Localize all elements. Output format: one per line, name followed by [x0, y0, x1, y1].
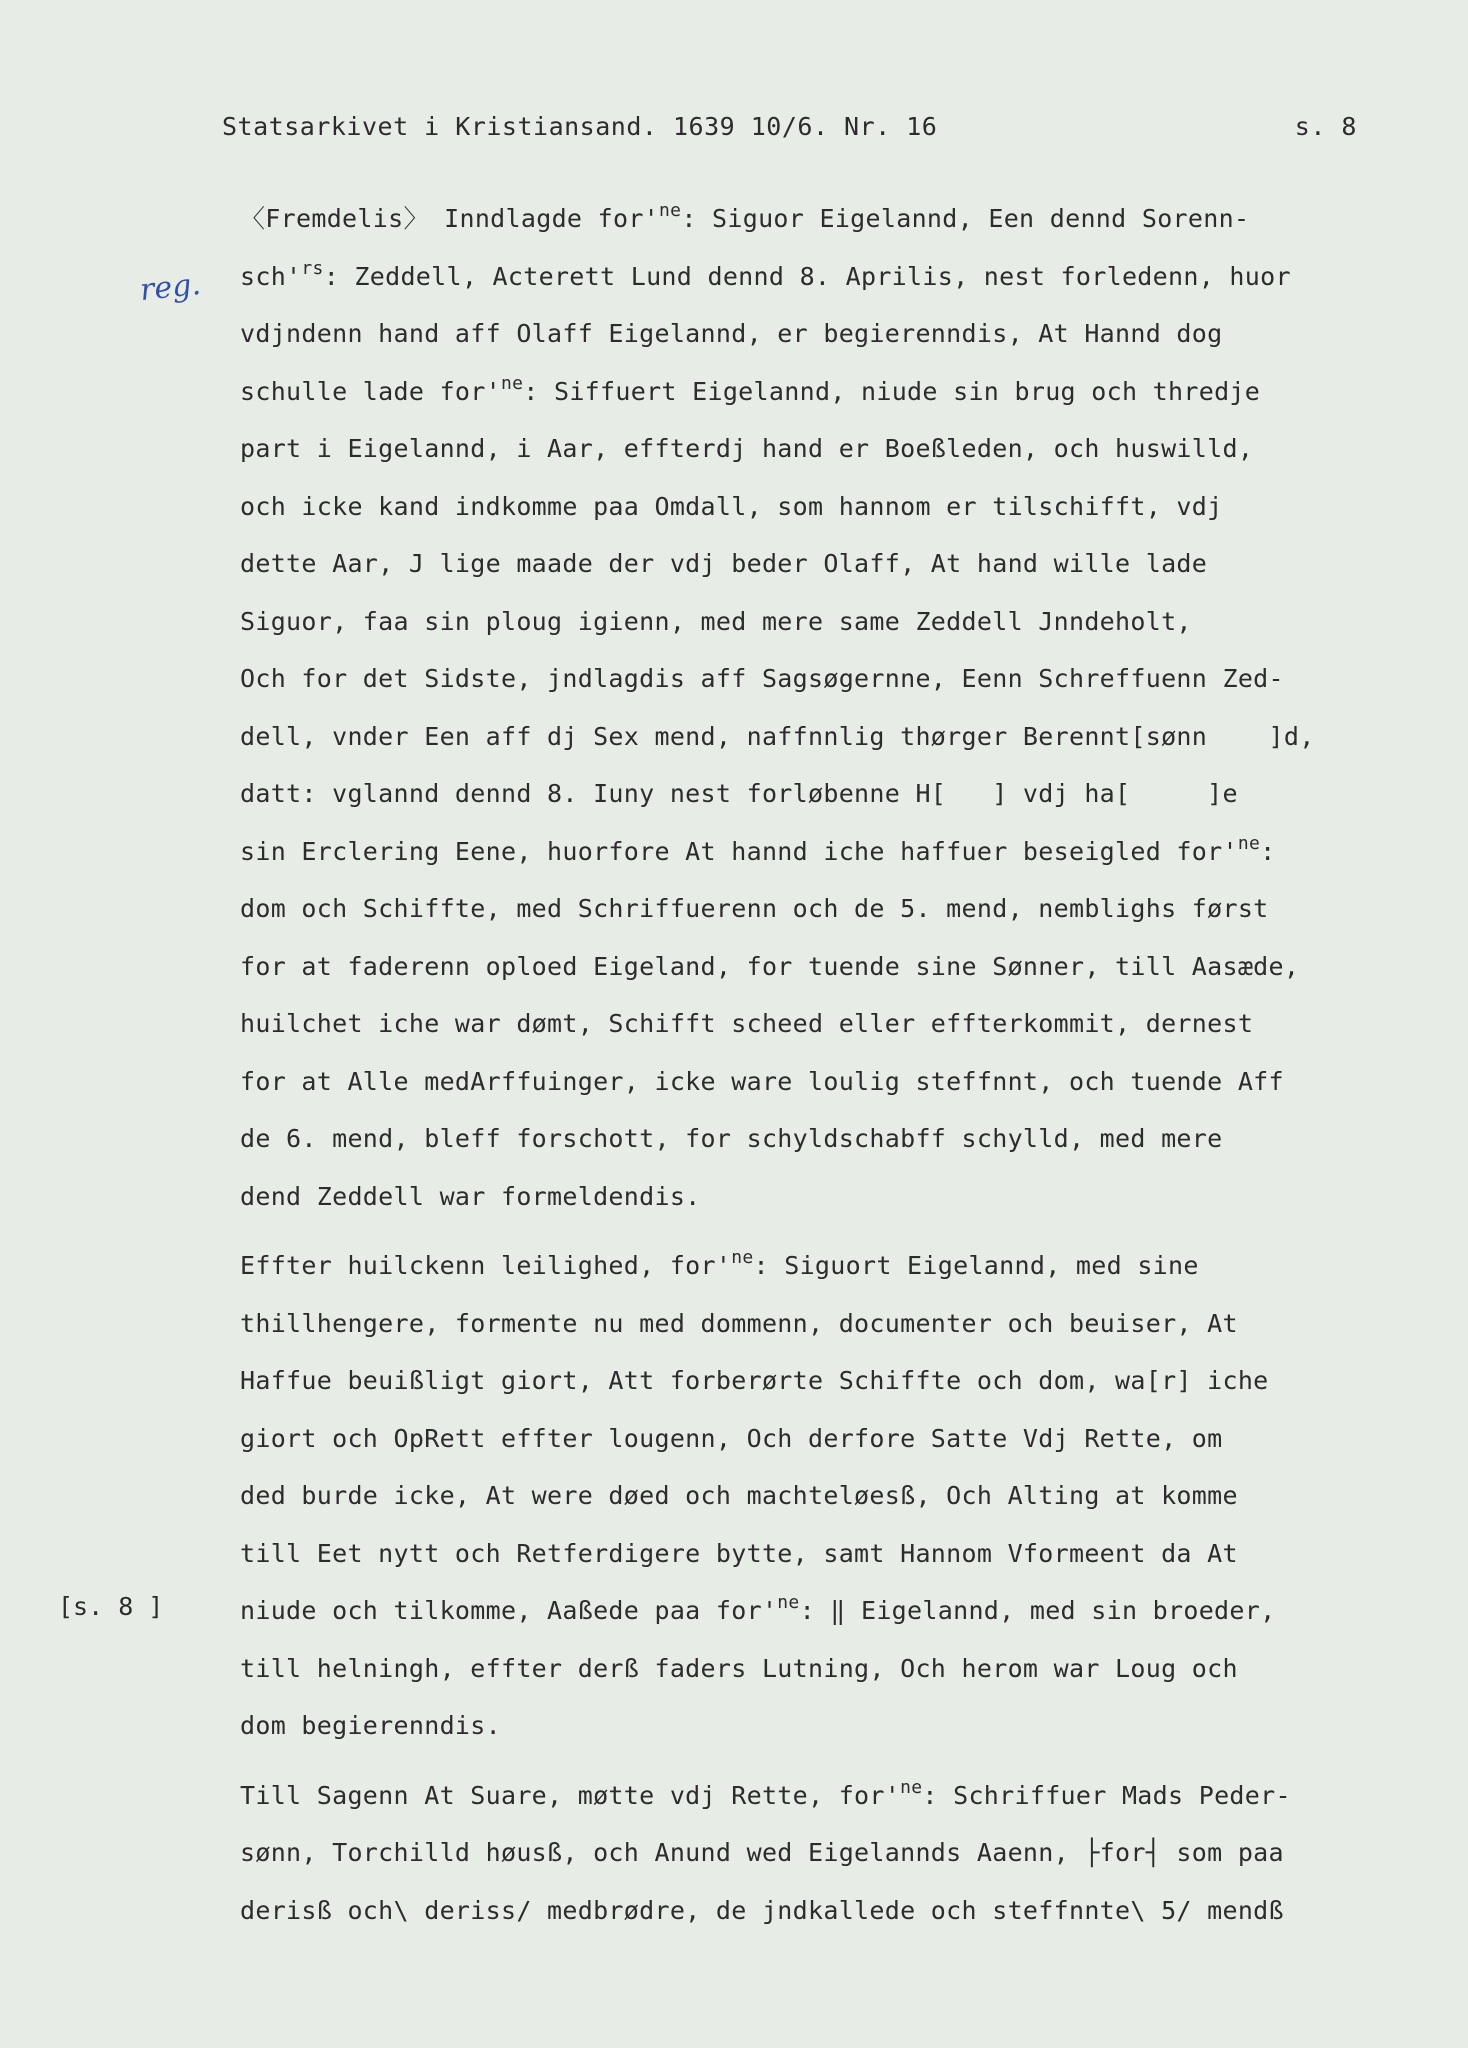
line-segment: dend Zeddell war formeldendis.: [240, 1181, 701, 1211]
text-line: [240, 1352, 1440, 1410]
text-line: [240, 1110, 1440, 1168]
page-reference: s. 8: [1294, 112, 1357, 141]
paragraph: [240, 1237, 1440, 1755]
text-line: [240, 1767, 1440, 1825]
line-segment: Och for det Sidste, jndlagdis aff Sagsøgernne, Eenn Schreffuenn Zed-: [240, 664, 1284, 693]
line-segment: niude och tilkomme, Aaßede paa for': [240, 1596, 778, 1625]
text-line: [240, 708, 1440, 766]
line-segment: datt: vglannd dennd 8. Iuny nest forløbenne H[ ] vdj ha[ ]e: [240, 779, 1238, 808]
text-line: [240, 1882, 1440, 1940]
line-segment: dom begierenndis.: [240, 1711, 501, 1740]
line-segment: sin Erclering Eene, huorfore At hannd iche haffuer beseigled for': [240, 836, 1238, 866]
text-line: [240, 1410, 1440, 1468]
line-segment: de 6. mend, bleff forschott, for schyldschabff schylld, med mere: [240, 1124, 1223, 1153]
text-line: [240, 650, 1440, 708]
line-segment: och icke kand indkomme paa Omdall, som hannom er tilschifft, vdj: [240, 491, 1223, 521]
document-body: [240, 190, 1440, 1939]
text-line: [240, 1053, 1440, 1111]
superscript-abbrev: ne: [900, 1776, 923, 1798]
line-segment: schulle lade for': [240, 376, 501, 406]
line-segment: till helningh, effter derß faders Lutning, Och herom war Loug och: [240, 1653, 1238, 1683]
page-header: [222, 112, 1357, 152]
line-segment: : Siguort Eigelannd, med sine: [753, 1251, 1199, 1280]
text-line: [240, 880, 1440, 938]
text-line: [240, 1640, 1440, 1698]
line-segment: : Siffuert Eigelannd, niude sin brug och thredje: [523, 376, 1261, 406]
line-segment: for at Alle medArffuinger, icke ware loulig steffnnt, och tuende Aff: [240, 1066, 1284, 1096]
superscript-abbrev: ne: [659, 200, 682, 221]
line-segment: : Schriffuer Mads Peder-: [922, 1780, 1291, 1810]
text-line: [240, 363, 1440, 421]
line-segment: giort och OpRett effter lougenn, Och derfore Satte Vdj Rette, om: [240, 1423, 1223, 1453]
line-segment: Siguor, faa sin ploug igienn, med mere same Zeddell Jnndeholt,: [240, 606, 1192, 636]
text-line: [240, 190, 1440, 248]
line-segment: dell, vnder Een aff dj Sex mend, naffnnlig thørger Berennt[sønn ]d,: [240, 721, 1315, 751]
line-segment: till Eet nytt och Retferdigere bytte, samt Hannom Vformeent da At: [240, 1538, 1238, 1568]
line-segment: dette Aar, J lige maade der vdj beder Olaff, At hand wille lade: [240, 549, 1208, 578]
line-segment: :: [1260, 836, 1276, 866]
text-line: [240, 938, 1440, 996]
line-segment: part i Eigelannd, i Aar, effterdj hand er Boeßleden, och huswilld,: [240, 434, 1254, 463]
line-segment: Haffue beuißligt giort, Att forberørte Schiffte och dom, wa[r] iche: [240, 1366, 1269, 1395]
text-line: [240, 478, 1440, 536]
line-segment: for at faderenn oploed Eigeland, for tuende sine Sønner, till Aasæde,: [240, 951, 1300, 981]
text-line: [240, 1697, 1440, 1755]
archive-reference: Statsarkivet i Kristiansand. 1639 10/6. Nr. 16: [222, 112, 938, 141]
text-line: [240, 535, 1440, 593]
paragraph: [240, 1767, 1440, 1940]
line-segment: 〈Fremdelis〉 Inndlagde for': [240, 204, 660, 233]
text-line: [240, 765, 1440, 823]
text-line: [240, 1237, 1440, 1295]
text-line: [240, 1525, 1440, 1583]
text-line: [240, 305, 1440, 363]
text-line: [240, 420, 1440, 478]
superscript-abbrev: ne: [1237, 832, 1261, 854]
text-line: [240, 248, 1440, 306]
line-segment: : Siguor Eigelannd, Een dennd Sorenn-: [681, 204, 1250, 233]
line-segment: derisß och\ deriss/ medbrødre, de jndkallede och steffnnte\ 5/ mendß: [240, 1895, 1284, 1925]
line-segment: thillhengere, formente nu med dommenn, documenter och beuiser, At: [240, 1308, 1238, 1338]
line-segment: sønn, Torchilld høusß, och Anund wed Eigelannds Aaenn, ├for┤ som paa: [240, 1838, 1284, 1867]
text-line: [240, 1824, 1440, 1882]
text-line: [240, 1582, 1440, 1640]
superscript-abbrev: ne: [731, 1247, 754, 1268]
text-line: [240, 593, 1440, 651]
superscript-abbrev: rs: [301, 257, 324, 279]
line-segment: huilchet iche war dømt, Schifft scheed eller effterkommit, dernest: [240, 1009, 1254, 1038]
line-segment: sch': [240, 261, 302, 291]
line-segment: dom och Schiffte, med Schriffuerenn och de 5. mend, nemblighs først: [240, 894, 1269, 923]
superscript-abbrev: ne: [500, 372, 524, 394]
superscript-abbrev: ne: [777, 1592, 800, 1613]
text-line: [240, 1168, 1440, 1226]
text-line: [240, 1295, 1440, 1353]
margin-handwritten-note: reg.: [138, 266, 203, 309]
line-segment: ded burde icke, At were døed och machteløesß, Och Alting at komme: [240, 1481, 1238, 1510]
line-segment: : ‖ Eigelannd, med sin broeder,: [799, 1596, 1276, 1625]
line-segment: Till Sagenn At Suare, møtte vdj Rette, for': [240, 1780, 901, 1810]
line-segment: vdjndenn hand aff Olaff Eigelannd, er begierenndis, At Hannd dog: [240, 319, 1223, 348]
line-segment: Effter huilckenn leilighed, for': [240, 1251, 732, 1280]
paragraph: [240, 190, 1440, 1225]
text-line: [240, 1467, 1440, 1525]
line-segment: : Zeddell, Acterett Lund dennd 8. Aprilis, nest forledenn, huor: [323, 261, 1291, 291]
text-line: [240, 995, 1440, 1053]
text-line: [240, 823, 1440, 881]
margin-page-marker: [s. 8 ]: [58, 1592, 164, 1621]
